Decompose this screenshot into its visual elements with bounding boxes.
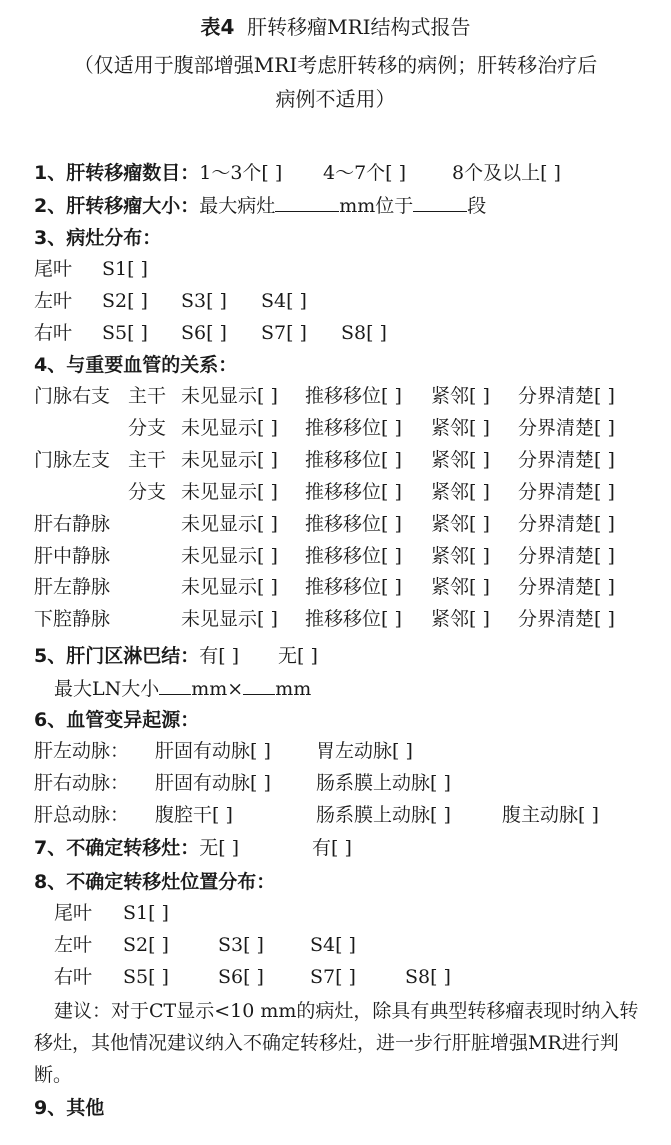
section-7 <box>34 836 239 860</box>
vessel-option: 分界清楚[ ] <box>518 544 615 567</box>
variant-common-hepatic-opt-3: 腹主动脉[ ] <box>502 804 599 826</box>
vessel-option: 未见显示[ ] <box>181 385 278 407</box>
segment-s3: S3[ ] <box>181 290 227 312</box>
section-6-heading: 6、血管变异起源： <box>34 709 200 731</box>
table-number: 表4 <box>200 15 235 39</box>
variant-common-hepatic-label: 肝总动脉： <box>34 804 130 826</box>
vessel-name: 门脉右支 <box>34 385 111 407</box>
count-option-1-3: 1～3个[ ] <box>199 162 283 184</box>
segment-s7: S7[ ] <box>261 322 307 344</box>
segment-suffix: 段 <box>467 195 487 217</box>
vessel-branch: 主干 <box>128 448 167 471</box>
count-option-8-plus: 8个及以上[ ] <box>452 162 561 184</box>
section-9-heading: 9、其他 <box>34 1097 105 1119</box>
vessel-option: 分界清楚[ ] <box>518 480 615 503</box>
vessel-option: 推移移位[ ] <box>305 544 402 567</box>
vessel-option: 紧邻[ ] <box>431 448 490 471</box>
table-name: 肝转移瘤MRI结构式报告 <box>247 15 471 39</box>
lobe-right-label: 右叶 <box>34 322 73 344</box>
vessel-option: 分界清楚[ ] <box>518 512 615 535</box>
s8-segment-s6: S6[ ] <box>218 966 264 988</box>
vessel-option: 分界清楚[ ] <box>518 576 615 599</box>
s8-segment-s8: S8[ ] <box>405 966 451 988</box>
vessel-option: 分界清楚[ ] <box>518 448 615 471</box>
segment-s6: S6[ ] <box>181 322 227 344</box>
section-1-heading: 1、肝转移瘤数目： <box>34 162 200 184</box>
s8-segment-s3: S3[ ] <box>218 934 264 956</box>
uncertain-yes: 有[ ] <box>312 837 352 859</box>
vessel-option: 分界清楚[ ] <box>518 608 615 631</box>
vessel-option: 分界清楚[ ] <box>518 385 615 407</box>
table-subtitle-2: 病例不适用） <box>275 87 396 111</box>
ln-size-blank-1 <box>159 677 191 695</box>
segment-s4: S4[ ] <box>261 290 307 312</box>
ln-size-times: mm× <box>191 678 244 700</box>
s8-segment-s2: S2[ ] <box>123 934 169 956</box>
vessel-name: 下腔静脉 <box>34 608 111 631</box>
vessel-option: 推移移位[ ] <box>305 576 402 599</box>
s8-segment-s4: S4[ ] <box>310 934 356 956</box>
vessel-option: 未见显示[ ] <box>181 576 278 599</box>
vessel-option: 紧邻[ ] <box>431 416 490 439</box>
vessel-option: 推移移位[ ] <box>305 385 402 407</box>
segment-s2: S2[ ] <box>102 290 148 312</box>
s8-segment-s7: S7[ ] <box>310 966 356 988</box>
variant-right-hepatic-opt-2: 肠系膜上动脉[ ] <box>316 772 451 794</box>
size-unit: mm位于 <box>339 195 414 217</box>
variant-right-hepatic-label: 肝右动脉： <box>34 772 130 794</box>
section-3-heading: 3、病灶分布： <box>34 227 162 249</box>
table-subtitle-1: （仅适用于腹部增强MRI考虑肝转移的病例；肝转移治疗后 <box>73 53 598 77</box>
vessel-name: 肝左静脉 <box>34 576 111 599</box>
variant-left-hepatic-label: 肝左动脉： <box>34 740 130 762</box>
advice-paragraph: 建议：对于CT显示<10 mm的病灶，除具有典型转移瘤表现时纳入转移灶，其他情况建议纳入不确定转移灶，进一步行肝脏增强MR进行判断。 <box>34 1000 639 1086</box>
vessel-branch: 分支 <box>128 416 167 439</box>
variant-common-hepatic-opt-1: 腹腔干[ ] <box>155 804 233 826</box>
count-option-4-7: 4～7个[ ] <box>323 162 407 184</box>
size-blank <box>275 194 339 212</box>
segment-s8: S8[ ] <box>341 322 387 344</box>
vessel-option: 紧邻[ ] <box>431 576 490 599</box>
vessel-option: 分界清楚[ ] <box>518 416 615 439</box>
vessel-option: 紧邻[ ] <box>431 480 490 503</box>
vessel-option: 推移移位[ ] <box>305 448 402 471</box>
section-8-heading: 8、不确定转移灶位置分布： <box>34 871 276 893</box>
vessel-option: 未见显示[ ] <box>181 544 278 567</box>
lymph-node-size <box>54 677 311 701</box>
variant-left-hepatic-opt-1: 肝固有动脉[ ] <box>155 740 271 762</box>
vessel-option: 推移移位[ ] <box>305 608 402 631</box>
section-5 <box>34 644 239 668</box>
s8-right-label: 右叶 <box>54 966 93 988</box>
vessel-branch: 分支 <box>128 480 167 503</box>
section-2 <box>34 194 486 218</box>
lymph-node-yes: 有[ ] <box>199 645 240 667</box>
ln-size-label: 最大LN大小 <box>54 678 160 700</box>
vessel-option: 紧邻[ ] <box>431 544 490 567</box>
vessel-option: 推移移位[ ] <box>305 512 402 535</box>
variant-common-hepatic-opt-2: 肠系膜上动脉[ ] <box>316 804 451 826</box>
s8-segment-s5: S5[ ] <box>123 966 169 988</box>
vessel-option: 未见显示[ ] <box>181 480 278 503</box>
vessel-option: 紧邻[ ] <box>431 608 490 631</box>
vessel-option: 未见显示[ ] <box>181 416 278 439</box>
segment-blank <box>413 194 467 212</box>
vessel-option: 推移移位[ ] <box>305 416 402 439</box>
s8-left-label: 左叶 <box>54 934 93 956</box>
lobe-caudate-label: 尾叶 <box>34 258 73 280</box>
vessel-option: 紧邻[ ] <box>431 512 490 535</box>
ln-size-blank-2 <box>243 677 275 695</box>
section-7-heading: 7、不确定转移灶： <box>34 837 200 859</box>
vessel-name: 门脉左支 <box>34 448 111 471</box>
vessel-option: 未见显示[ ] <box>181 512 278 535</box>
lobe-left-label: 左叶 <box>34 290 73 312</box>
table-title <box>0 14 671 40</box>
variant-right-hepatic-opt-1: 肝固有动脉[ ] <box>155 772 271 794</box>
size-label: 最大病灶 <box>199 195 276 217</box>
segment-s1: S1[ ] <box>102 258 148 280</box>
vessel-branch: 主干 <box>128 385 167 407</box>
section-4-heading: 4、与重要血管的关系： <box>34 354 238 376</box>
segment-s5: S5[ ] <box>102 322 148 344</box>
section-2-heading: 2、肝转移瘤大小： <box>34 195 200 217</box>
vessel-name: 肝中静脉 <box>34 544 111 567</box>
uncertain-no: 无[ ] <box>199 837 240 859</box>
s8-segment-s1: S1[ ] <box>123 902 169 924</box>
vessel-option: 未见显示[ ] <box>181 608 278 631</box>
s8-caudate-label: 尾叶 <box>54 902 93 924</box>
section-1 <box>34 161 282 185</box>
vessel-option: 紧邻[ ] <box>431 385 490 407</box>
vessel-option: 推移移位[ ] <box>305 480 402 503</box>
section-5-heading: 5、肝门区淋巴结： <box>34 645 200 667</box>
vessel-name: 肝右静脉 <box>34 512 111 535</box>
vessel-option: 未见显示[ ] <box>181 448 278 471</box>
variant-left-hepatic-opt-2: 胃左动脉[ ] <box>316 740 413 762</box>
ln-size-unit: mm <box>275 678 312 700</box>
lymph-node-no: 无[ ] <box>278 645 318 667</box>
